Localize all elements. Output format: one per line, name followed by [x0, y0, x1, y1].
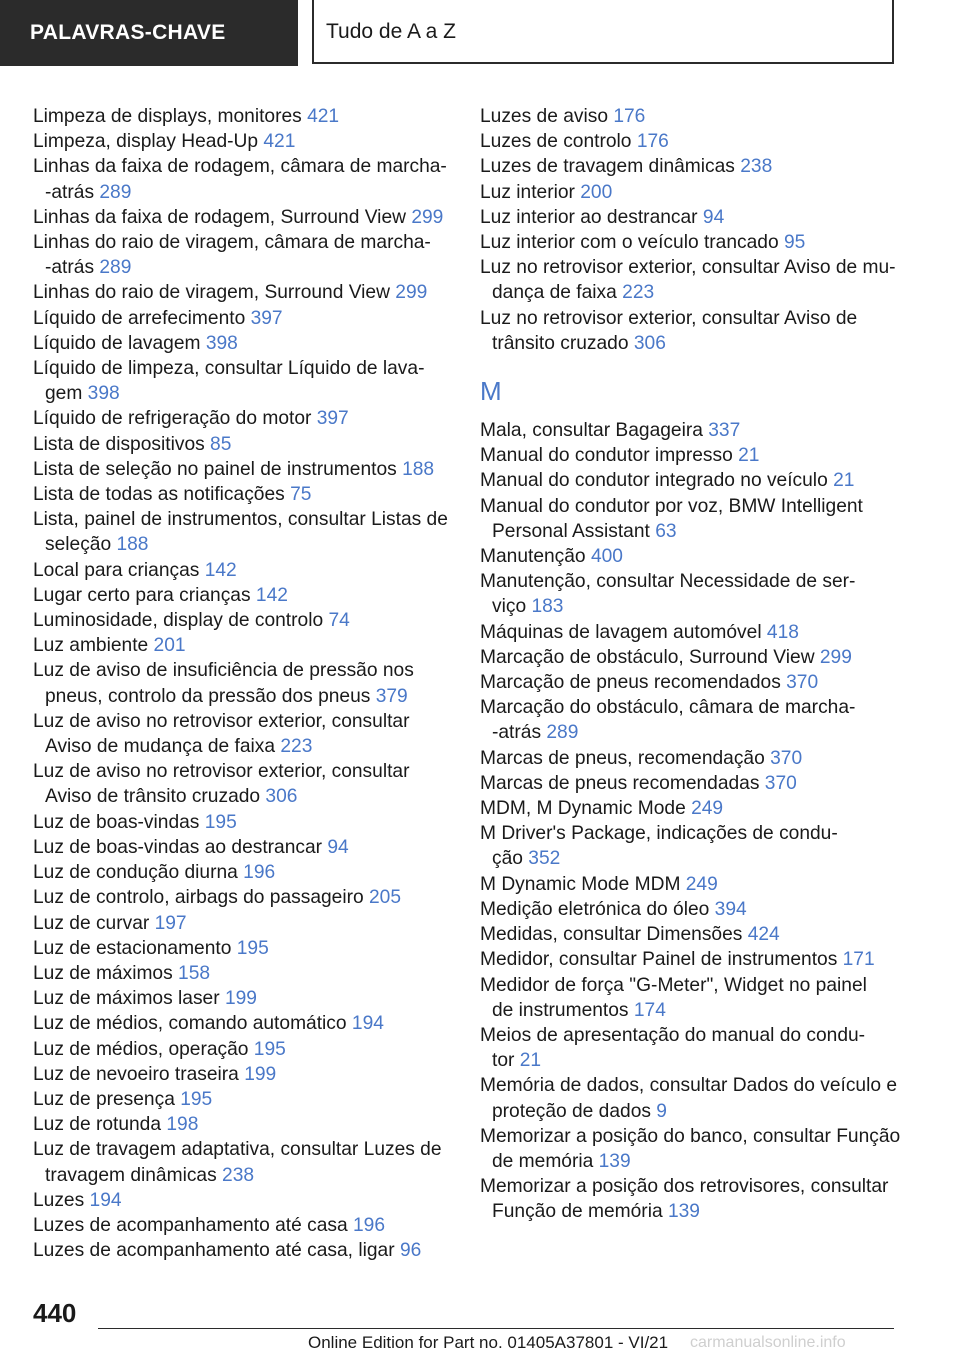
- index-entry: [33, 331, 453, 356]
- page-link[interactable]: 75: [290, 484, 312, 506]
- index-entry: [33, 709, 453, 759]
- index-entry: [33, 608, 453, 633]
- index-entry: [33, 911, 453, 936]
- page-link[interactable]: 418: [766, 621, 799, 643]
- index-entry: [33, 986, 453, 1011]
- entry-text: Marcação de pneus recomendados: [480, 672, 787, 694]
- index-entry: [33, 1062, 453, 1087]
- entry-text: Luz de curvar: [33, 912, 155, 934]
- entry-text: Memória de dados, consultar Dados do veículo e: [480, 1075, 898, 1097]
- index-entry: [480, 569, 920, 619]
- page-link[interactable]: 198: [166, 1114, 199, 1136]
- page-link[interactable]: 176: [636, 131, 669, 153]
- page-link[interactable]: 238: [740, 156, 773, 178]
- page-link[interactable]: 424: [747, 924, 780, 946]
- index-entry: [33, 1087, 453, 1112]
- entry-text: de memória: [492, 1150, 599, 1172]
- index-column-left: [33, 104, 453, 1263]
- entry-text: -atrás: [45, 257, 100, 279]
- page-link[interactable]: 195: [253, 1038, 286, 1060]
- entry-text: Luzes de acompanhamento até casa: [33, 1214, 354, 1236]
- page-link[interactable]: 421: [263, 131, 296, 153]
- page-title: Tudo de A a Z: [312, 0, 894, 64]
- page-link[interactable]: 196: [243, 862, 276, 884]
- page-link[interactable]: 421: [307, 106, 340, 127]
- page-link[interactable]: 142: [255, 584, 288, 606]
- entry-text: Lista, painel de instrumentos, consultar Listas de: [33, 509, 448, 531]
- entry-text: Manual do condutor impresso: [480, 445, 739, 467]
- index-entry: [480, 620, 920, 645]
- entry-text: Luz ambiente: [33, 635, 154, 657]
- page-link[interactable]: 74: [328, 610, 350, 632]
- index-entry: [33, 936, 453, 961]
- entry-text: Aviso de trânsito cruzado: [45, 786, 266, 808]
- page-link[interactable]: 299: [411, 206, 444, 228]
- index-entry: [33, 633, 453, 658]
- index-entry: [33, 1188, 453, 1213]
- page-link[interactable]: 397: [316, 408, 349, 430]
- entry-text: Marcação de obstáculo, Surround View: [480, 646, 820, 668]
- entry-text: Luzes de travagem dinâmicas: [480, 156, 741, 178]
- index-entry: [480, 922, 920, 947]
- page-link[interactable]: 238: [222, 1164, 255, 1186]
- index-entry: [33, 885, 453, 910]
- entry-text: Luz de travagem adaptativa, consultar Luzes de: [33, 1139, 442, 1161]
- watermark: carmanualsonline.info: [690, 1334, 846, 1351]
- entry-text: Linhas da faixa de rodagem, câmara de marcha-: [33, 156, 447, 178]
- page-link[interactable]: 94: [702, 206, 725, 228]
- page-link[interactable]: 205: [369, 887, 402, 909]
- page-link[interactable]: 398: [87, 383, 120, 405]
- entry-text: gem: [45, 383, 88, 405]
- page-link[interactable]: 158: [178, 962, 211, 984]
- page-link[interactable]: 139: [667, 1201, 700, 1223]
- page-link[interactable]: 95: [783, 232, 806, 254]
- index-entry: [33, 482, 453, 507]
- page-link[interactable]: 94: [327, 836, 349, 858]
- page-link[interactable]: 199: [244, 1063, 277, 1085]
- index-entry: [33, 583, 453, 608]
- index-entry: [480, 154, 920, 179]
- index-group-l-continued: [480, 104, 920, 356]
- entry-text: -atrás: [492, 722, 547, 744]
- index-entry: [480, 306, 920, 356]
- index-entry: [480, 872, 920, 897]
- page-link[interactable]: 201: [153, 635, 186, 657]
- entry-text: Luz de aviso no retrovisor exterior, consultar: [33, 710, 410, 732]
- page-link[interactable]: 289: [99, 257, 132, 279]
- entry-text: Medidor, consultar Painel de instrumentos: [480, 949, 843, 971]
- entry-text: Manutenção, consultar Necessidade de ser-: [480, 571, 856, 593]
- edition-text: Online Edition for Part no. 01405A37801 - VI/21: [308, 1333, 669, 1352]
- index-entry: [33, 835, 453, 860]
- page-link[interactable]: 21: [833, 470, 855, 492]
- page-link[interactable]: 352: [528, 848, 561, 870]
- entry-text: Luz de boas-vindas ao destrancar: [33, 836, 328, 858]
- page-link[interactable]: 379: [375, 685, 408, 707]
- entry-text: Luz no retrovisor exterior, consultar Aviso de mu-: [480, 257, 896, 279]
- entry-text: Limpeza de displays, monitores: [33, 106, 308, 127]
- page-link[interactable]: 188: [402, 458, 435, 480]
- entry-text: dança de faixa: [492, 282, 623, 304]
- entry-text: Líquido de refrigeração do motor: [33, 408, 317, 430]
- entry-text: Luz de médios, comando automático: [33, 1013, 352, 1035]
- entry-text: Máquinas de lavagem automóvel: [480, 621, 767, 643]
- entry-text: Marcas de pneus recomendadas: [480, 772, 765, 794]
- index-entry: [33, 1213, 453, 1238]
- entry-text: Marcação do obstáculo, câmara de marcha-: [480, 697, 856, 719]
- entry-text: Luz de máximos laser: [33, 988, 225, 1010]
- entry-text: Meios de apresentação do manual do condu-: [480, 1024, 866, 1046]
- page-link[interactable]: 188: [116, 534, 149, 556]
- section-tab: PALAVRAS-CHAVE: [0, 0, 298, 66]
- entry-text: Memorizar a posição dos retrovisores, consultar: [480, 1176, 889, 1198]
- index-entry: [480, 255, 920, 305]
- entry-text: Marcas de pneus, recomendação: [480, 747, 771, 769]
- entry-text: Linhas do raio de viragem, Surround View: [33, 282, 396, 304]
- entry-text: Luzes: [33, 1189, 90, 1211]
- index-entry: [480, 443, 920, 468]
- entry-text: Luz de aviso de insuficiência de pressão nos: [33, 660, 414, 682]
- page-link[interactable]: 306: [265, 786, 298, 808]
- page-link[interactable]: 21: [519, 1050, 542, 1072]
- entry-text: travagem dinâmicas: [45, 1164, 223, 1186]
- entry-text: Luzes de aviso: [480, 106, 614, 127]
- page-link[interactable]: 142: [204, 559, 237, 581]
- entry-text: Luzes de controlo: [480, 131, 637, 153]
- entry-text: Luz de controlo, airbags do passageiro: [33, 887, 369, 909]
- entry-text: Luz interior ao destrancar: [480, 206, 703, 228]
- page-link[interactable]: 299: [395, 282, 428, 304]
- index-entry: [33, 406, 453, 431]
- entry-text: Luz de médios, operação: [33, 1038, 254, 1060]
- index-entry: [480, 230, 920, 255]
- index-entry: [480, 494, 920, 544]
- entry-text: Memorizar a posição do banco, consultar Função: [480, 1125, 901, 1147]
- entry-text: Linhas da faixa de rodagem, Surround View: [33, 206, 412, 228]
- page-link[interactable]: 299: [819, 646, 852, 668]
- page-link[interactable]: 337: [708, 420, 741, 442]
- entry-text: ção: [492, 848, 529, 870]
- index-entry: [33, 129, 453, 154]
- index-entry: [33, 457, 453, 482]
- page-link[interactable]: 197: [154, 912, 187, 934]
- entry-text: Líquido de limpeza, consultar Líquido de lava-: [33, 358, 425, 380]
- entry-text: Local para crianças: [33, 559, 205, 581]
- entry-text: Lista de seleção no painel de instrumentos: [33, 458, 403, 480]
- page-link[interactable]: 370: [770, 747, 803, 769]
- entry-text: Luminosidade, display de controlo: [33, 610, 329, 632]
- entry-text: Líquido de lavagem: [33, 332, 206, 354]
- index-entry: [33, 1112, 453, 1137]
- page-link[interactable]: 370: [786, 672, 819, 694]
- index-entry: [480, 695, 920, 745]
- page-link[interactable]: 397: [250, 307, 283, 329]
- page-link[interactable]: 9: [656, 1100, 667, 1122]
- page-link[interactable]: 176: [613, 106, 646, 127]
- entry-text: Aviso de mudança de faixa: [45, 736, 281, 758]
- index-entry: [33, 1011, 453, 1036]
- entry-text: tor: [492, 1050, 520, 1072]
- index-entry: [33, 1137, 453, 1187]
- page-link[interactable]: 223: [622, 282, 655, 304]
- entry-text: Manual do condutor por voz, BMW Intelligent: [480, 495, 863, 517]
- page-link[interactable]: 195: [204, 811, 237, 833]
- page-link[interactable]: 96: [399, 1240, 422, 1262]
- page-number: 440: [33, 1298, 77, 1328]
- page-link[interactable]: 196: [353, 1214, 386, 1236]
- index-entry: [480, 771, 920, 796]
- index-entry: [33, 1238, 453, 1263]
- entry-text: Medição eletrónica do óleo: [480, 898, 715, 920]
- index-entry: [33, 1037, 453, 1062]
- entry-text: de instrumentos: [492, 999, 634, 1021]
- entry-text: Lista de todas as notificações: [33, 484, 291, 506]
- entry-text: Limpeza, display Head-Up: [33, 131, 264, 153]
- page-link[interactable]: 85: [210, 433, 232, 455]
- page-link[interactable]: 195: [236, 937, 269, 959]
- index-entry: [33, 759, 453, 809]
- index-entry: [480, 645, 920, 670]
- index-entry: [480, 544, 920, 569]
- page-link[interactable]: 21: [738, 445, 760, 467]
- entry-text: Medidor de força "G-Meter", Widget no painel: [480, 974, 867, 996]
- entry-text: MDM, M Dynamic Mode: [480, 798, 692, 820]
- entry-text: Manual do condutor integrado no veículo: [480, 470, 834, 492]
- index-entry: [480, 468, 920, 493]
- index-group-m: [480, 418, 920, 1225]
- page-link[interactable]: 249: [685, 873, 718, 895]
- page-link[interactable]: 370: [764, 772, 797, 794]
- entry-text: Líquido de arrefecimento: [33, 307, 251, 329]
- entry-text: Luz de boas-vindas: [33, 811, 205, 833]
- page-link[interactable]: 199: [224, 988, 257, 1010]
- index-entry: [480, 670, 920, 695]
- page-link[interactable]: 63: [655, 520, 677, 542]
- index-entry: [480, 746, 920, 771]
- entry-text: Luz de aviso no retrovisor exterior, consultar: [33, 761, 410, 783]
- entry-text: Lugar certo para crianças: [33, 584, 256, 606]
- index-entry: [480, 129, 920, 154]
- index-entry: [33, 104, 453, 129]
- index-entry: [480, 1073, 920, 1123]
- entry-text: Luz de estacionamento: [33, 937, 237, 959]
- index-entry: [480, 180, 920, 205]
- page-link[interactable]: 394: [714, 898, 747, 920]
- entry-text: Luz de nevoeiro traseira: [33, 1063, 245, 1085]
- index-entry: [480, 821, 920, 871]
- index-entry: [33, 356, 453, 406]
- index-entry: [33, 154, 453, 204]
- entry-text: Luz de condução diurna: [33, 862, 244, 884]
- page-link[interactable]: 400: [590, 546, 623, 568]
- entry-text: trânsito cruzado: [492, 332, 634, 354]
- index-entry: [480, 104, 920, 129]
- index-entry: [33, 961, 453, 986]
- entry-text: M Dynamic Mode MDM: [480, 873, 686, 895]
- page-link[interactable]: 289: [99, 181, 132, 203]
- entry-text: pneus, controlo da pressão dos pneus: [45, 685, 376, 707]
- page-link[interactable]: 249: [691, 798, 724, 820]
- page-link[interactable]: 194: [351, 1013, 384, 1035]
- index-entry: [33, 810, 453, 835]
- index-entry: [33, 280, 453, 305]
- page-link[interactable]: 139: [598, 1150, 631, 1172]
- page-link[interactable]: 200: [580, 181, 613, 203]
- page-link[interactable]: 194: [89, 1189, 122, 1211]
- entry-text: proteção de dados: [492, 1100, 657, 1122]
- entry-text: Função de memória: [492, 1201, 668, 1223]
- entry-text: Luz interior com o veículo trancado: [480, 232, 784, 254]
- page-link[interactable]: 289: [546, 722, 579, 744]
- index-entry: [33, 306, 453, 331]
- entry-text: Mala, consultar Bagageira: [480, 420, 709, 442]
- index-entry: [480, 1124, 920, 1174]
- index-entry: [480, 205, 920, 230]
- index-entry: [33, 558, 453, 583]
- entry-text: Personal Assistant: [492, 520, 656, 542]
- index-entry: [33, 432, 453, 457]
- index-entry: [480, 1174, 920, 1224]
- page-link[interactable]: 223: [280, 736, 313, 758]
- index-entry: [33, 205, 453, 230]
- entry-text: Luz de máximos: [33, 962, 179, 984]
- page-link[interactable]: 171: [842, 949, 875, 971]
- entry-text: M Driver's Package, indicações de condu-: [480, 823, 838, 845]
- page-link[interactable]: 183: [531, 596, 564, 618]
- entry-text: Luz de presença: [33, 1088, 181, 1110]
- index-entry: [480, 418, 920, 443]
- index-entry: [33, 507, 453, 557]
- index-entry: [480, 973, 920, 1023]
- page-header: [0, 0, 960, 66]
- page-link[interactable]: 174: [633, 999, 666, 1021]
- entry-text: Luz de rotunda: [33, 1114, 167, 1136]
- index-entry: [480, 897, 920, 922]
- page-link[interactable]: 195: [180, 1088, 213, 1110]
- footer-divider: [98, 1328, 894, 1329]
- entry-text: Medidas, consultar Dimensões: [480, 924, 748, 946]
- index-entry: [33, 230, 453, 280]
- index-entry: [480, 947, 920, 972]
- index-entry: [480, 796, 920, 821]
- entry-text: Luzes de acompanhamento até casa, ligar: [33, 1240, 400, 1262]
- entry-text: -atrás: [45, 181, 100, 203]
- section-letter: M: [480, 376, 502, 407]
- index-column-right: [480, 104, 920, 1225]
- page-link[interactable]: 306: [633, 332, 666, 354]
- index-entry: [33, 658, 453, 708]
- index-entry: [33, 860, 453, 885]
- entry-text: Linhas do raio de viragem, câmara de marcha-: [33, 232, 431, 254]
- page-link[interactable]: 398: [205, 332, 238, 354]
- entry-text: Luz interior: [480, 181, 581, 203]
- entry-text: seleção: [45, 534, 117, 556]
- index-entry: [480, 1023, 920, 1073]
- entry-text: viço: [492, 596, 532, 618]
- entry-text: Lista de dispositivos: [33, 433, 211, 455]
- entry-text: Manutenção: [480, 546, 591, 568]
- entry-text: Luz no retrovisor exterior, consultar Aviso de: [480, 307, 858, 329]
